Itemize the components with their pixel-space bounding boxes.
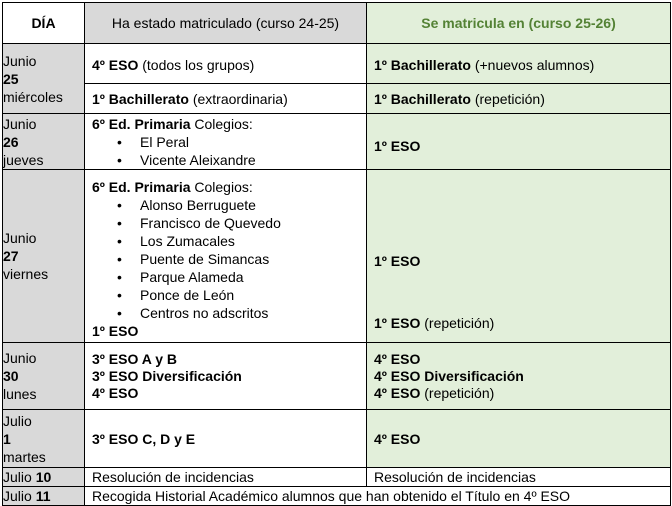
day-month: Junio (3, 230, 37, 246)
course-note: (todos los grupos) (138, 56, 255, 73)
course-name: 1º ESO (92, 323, 139, 339)
bullet-icon: • (117, 305, 122, 321)
day-weekday: viernes (3, 266, 49, 282)
bullet-icon: • (117, 251, 122, 267)
course-name: 1º ESO (374, 315, 421, 331)
footer-row (3, 487, 671, 506)
school-name: Francisco de Quevedo (140, 215, 281, 231)
schedule-row (3, 343, 671, 410)
day-number: 25 (3, 70, 19, 87)
day-cell (3, 343, 85, 410)
header-row (3, 3, 671, 44)
day-weekday: jueves (3, 151, 44, 168)
day-month: Julio (3, 469, 32, 485)
previous-course-cell: Resolución de incidencias (85, 468, 367, 487)
schedule-row (3, 170, 671, 343)
school-list (92, 196, 366, 322)
list-item (92, 250, 366, 268)
list-item (92, 133, 366, 151)
bullet-icon: • (117, 151, 122, 168)
bullet-icon: • (117, 215, 122, 231)
list-item (92, 214, 366, 232)
next-course-cell (367, 44, 671, 84)
header-previous-course: Ha estado matriculado (curso 24-25) (85, 3, 367, 44)
course-name: 4º ESO (92, 384, 139, 401)
bullet-icon: • (117, 133, 122, 150)
course-name: 4º ESO Diversificación (374, 367, 524, 384)
course-note: (repetición) (420, 384, 495, 401)
list-item (92, 232, 366, 250)
previous-course-cell (85, 84, 367, 114)
day-weekday: miércoles (3, 88, 63, 105)
schedule-row (3, 114, 671, 170)
course-name: 1º ESO (374, 253, 421, 269)
day-number: 27 (3, 248, 19, 264)
bullet-icon: • (117, 269, 122, 285)
course-note: Colegios: (190, 179, 253, 195)
day-cell (3, 114, 85, 170)
list-item (92, 151, 366, 169)
course-name: 4º ESO (374, 350, 421, 367)
schedule-row (3, 410, 671, 468)
day-month: Julio (3, 488, 32, 504)
list-item (92, 286, 366, 304)
day-weekday: lunes (3, 386, 37, 402)
next-course-cell: Resolución de incidencias (367, 468, 671, 487)
day-month: Junio (3, 52, 37, 69)
day-month: Junio (3, 115, 37, 132)
day-cell (3, 170, 85, 343)
day-month: Junio (3, 350, 37, 366)
school-name: Parque Alameda (140, 269, 244, 285)
course-name: 6º Ed. Primaria (92, 179, 191, 195)
merged-note-cell: Recogida Historial Académico alumnos que han obtenido el Título en 4º ESO (85, 487, 671, 506)
course-name: 4º ESO (374, 430, 421, 447)
previous-course-cell (85, 44, 367, 84)
school-name: Alonso Berruguete (140, 197, 256, 213)
school-list (92, 133, 366, 169)
day-month: Julio (3, 412, 32, 429)
schedule-row (3, 84, 671, 114)
day-cell (3, 487, 85, 506)
course-name: 1º Bachillerato (92, 90, 189, 107)
day-number: 11 (35, 488, 51, 504)
previous-course-cell (85, 410, 367, 468)
next-course-cell (367, 114, 671, 170)
course-note: (extraordinaria) (188, 90, 288, 107)
previous-course-cell (85, 343, 367, 410)
school-name: Los Zumacales (140, 233, 235, 249)
bullet-icon: • (117, 197, 122, 213)
course-note: Colegios: (190, 115, 253, 132)
footer-row (3, 468, 671, 487)
course-note: (repetición) (420, 315, 495, 331)
school-name: Centros no adscritos (140, 305, 269, 321)
next-course-cell (367, 170, 671, 343)
course-name: 3º ESO A y B (92, 350, 177, 367)
next-course-cell (367, 343, 671, 410)
list-item (92, 268, 366, 286)
header-next-course: Se matricula en (curso 25-26) (367, 3, 671, 44)
header-day: DÍA (3, 3, 85, 44)
course-name: 4º ESO (374, 384, 421, 401)
day-cell (3, 410, 85, 468)
day-weekday: martes (3, 448, 46, 465)
day-number: 1 (3, 430, 11, 447)
previous-course-cell (85, 170, 367, 343)
bullet-icon: • (117, 233, 122, 249)
course-name: 6º Ed. Primaria (92, 115, 191, 132)
course-note: (+nuevos alumnos) (470, 56, 595, 73)
course-name: 4º ESO (92, 56, 139, 73)
school-name: El Peral (140, 133, 190, 150)
course-note: (repetición) (470, 90, 545, 107)
course-name: 3º ESO Diversificación (92, 367, 242, 384)
next-course-cell (367, 84, 671, 114)
day-number: 26 (3, 133, 19, 150)
course-name: 1º Bachillerato (374, 56, 471, 73)
course-name: 3º ESO C, D y E (92, 430, 196, 447)
enrollment-schedule-table (2, 2, 671, 506)
course-name: 1º ESO (374, 137, 421, 154)
next-course-cell (367, 410, 671, 468)
school-name: Puente de Simancas (140, 251, 270, 267)
day-number: 30 (3, 368, 19, 384)
list-item (92, 304, 366, 322)
day-cell (3, 468, 85, 487)
schedule-row (3, 44, 671, 84)
bullet-icon: • (117, 287, 122, 303)
course-name: 1º Bachillerato (374, 90, 471, 107)
day-cell (3, 44, 85, 114)
day-number: 10 (35, 469, 52, 485)
list-item (92, 196, 366, 214)
previous-course-cell (85, 114, 367, 170)
school-name: Ponce de León (140, 287, 235, 303)
school-name: Vicente Aleixandre (140, 151, 256, 168)
